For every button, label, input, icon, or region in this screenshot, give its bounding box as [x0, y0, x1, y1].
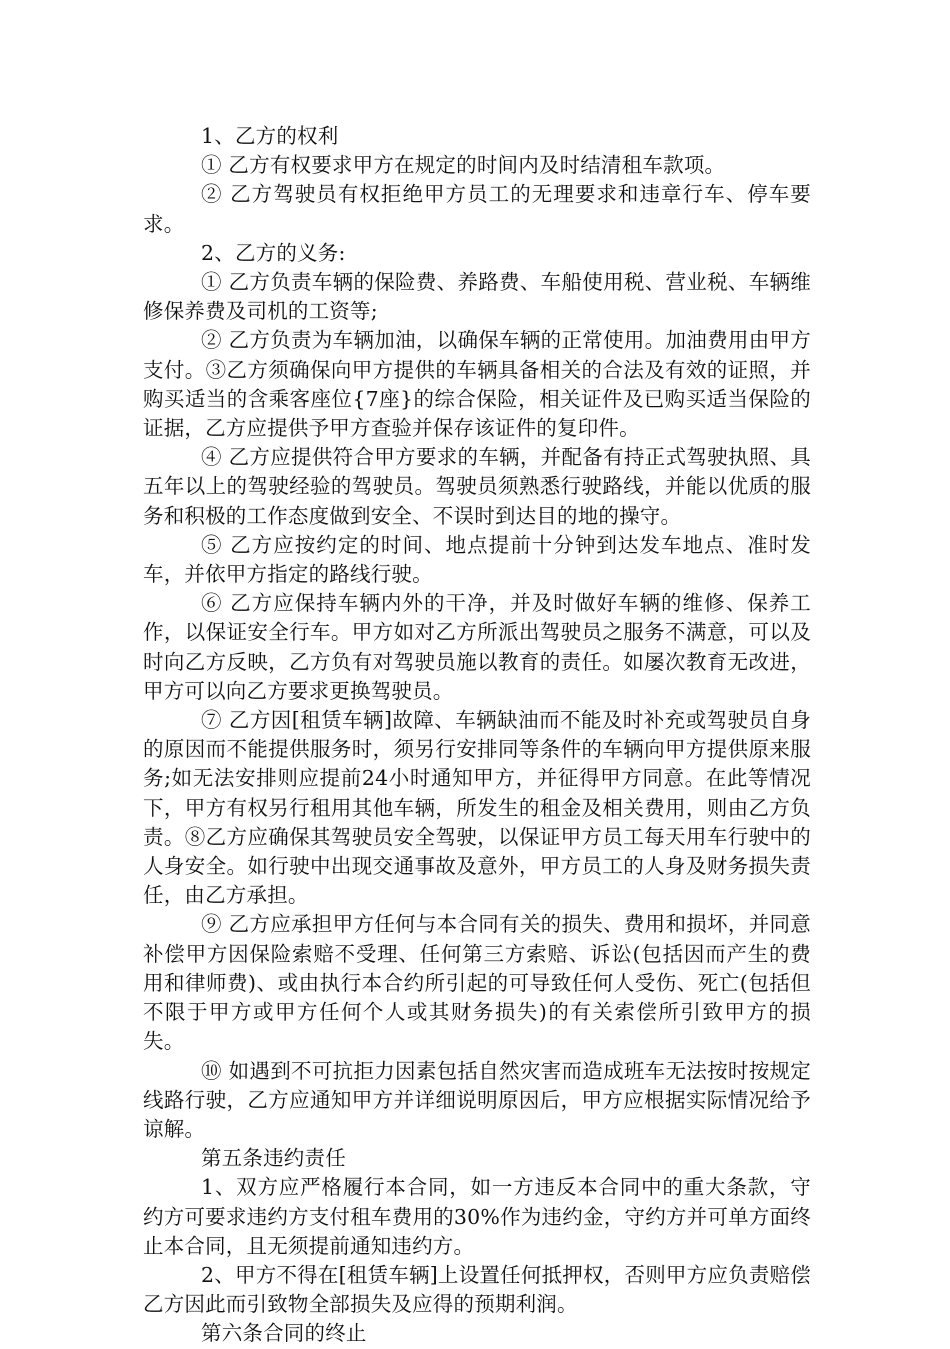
section-heading-breach-liability: 第五条违约责任	[201, 1146, 346, 1171]
paragraph-obligation-7-8: ⑦ 乙方因[租赁车辆]故障、车辆缺油而不能及时补充或驾驶员自身的原因而不能提供服务时，须另行安排同等条件的车辆向甲方提供原来服务;如无法安排则应提前24小时通知甲方，并征得甲方同意。在此等情况下，甲方有权另行租用其他车辆，所发生的租金及相关费用，则由乙方负责。⑧乙方应确保其驾驶员安全驾驶，以保证甲方员工每天用车行驶中的人身安全。如行驶中出现交通事故及意外，甲方员工的人身及财务损失责任，由乙方承担。	[143, 708, 811, 908]
paragraph-right-1: ① 乙方有权要求甲方在规定的时间内及时结清租车款项。	[201, 153, 726, 178]
paragraph-obligation-1: ① 乙方负责车辆的保险费、养路费、车船使用税、营业税、车辆维修保养费及司机的工资等;	[143, 270, 811, 324]
paragraph-breach-2: 2、甲方不得在[租赁车辆]上设置任何抵押权，否则甲方应负责赔偿乙方因此而引致物全部损失及应得的预期利润。	[143, 1262, 811, 1317]
paragraph-obligation-6: ⑥ 乙方应保持车辆内外的干净，并及时做好车辆的维修、保养工作，以保证安全行车。甲方如对乙方所派出驾驶员之服务不满意，可以及时向乙方反映，乙方负有对驾驶员施以教育的责任。如屡次教育无改进，甲方可以向乙方要求更换驾驶员。	[143, 591, 811, 703]
paragraph-obligation-2-3: ② 乙方负责为车辆加油，以确保车辆的正常使用。加油费用由甲方支付。③乙方须确保向甲方提供的车辆具备相关的合法及有效的证照，并购买适当的含乘客座位{7座}的综合保险，相关证件及已购买适当保险的证据，乙方应提供予甲方查验并保存该证件的复印件。	[143, 328, 811, 441]
paragraph-obligation-10: ⑩ 如遇到不可抗拒力因素包括自然灾害而造成班车无法按时按规定线路行驶，乙方应通知甲方并详细说明原因后，甲方应根据实际情况给予谅解。	[143, 1058, 811, 1141]
paragraph-party-b-rights-heading: 1、乙方的权利	[201, 124, 339, 148]
section-heading-contract-termination: 第六条合同的终止	[201, 1321, 367, 1346]
paragraph-party-b-obligations-heading: 2、乙方的义务:	[201, 240, 346, 265]
paragraph-obligation-4: ④ 乙方应提供符合甲方要求的车辆，并配备有持正式驾驶执照、具五年以上的驾驶经验的驾驶员。驾驶员须熟悉行驶路线，并能以优质的服务和积极的工作态度做到安全、不误时到达目的地的操守。	[143, 445, 811, 528]
paragraph-breach-1: 1、双方应严格履行本合同，如一方违反本合同中的重大条款，守约方可要求违约方支付租车费用的30%作为违约金，守约方并可单方面终止本合同，且无须提前通知违约方。	[143, 1175, 811, 1258]
paragraph-obligation-5: ⑤ 乙方应按约定的时间、地点提前十分钟到达发车地点、准时发车，并依甲方指定的路线行驶。	[143, 532, 811, 587]
paragraph-right-2: ② 乙方驾驶员有权拒绝甲方员工的无理要求和违章行车、停车要求。	[143, 182, 811, 236]
document-page	[143, 122, 811, 1349]
paragraph-obligation-9: ⑨ 乙方应承担甲方任何与本合同有关的损失、费用和损坏，并同意补偿甲方因保险索赔不受理、任何第三方索赔、诉讼(包括因而产生的费用和律师费)、或由执行本合约所引起的可导致任何人受伤、死亡(包括但不限于甲方或甲方任何个人或其财务损失)的有关索偿所引致甲方的损失。	[143, 912, 811, 1054]
